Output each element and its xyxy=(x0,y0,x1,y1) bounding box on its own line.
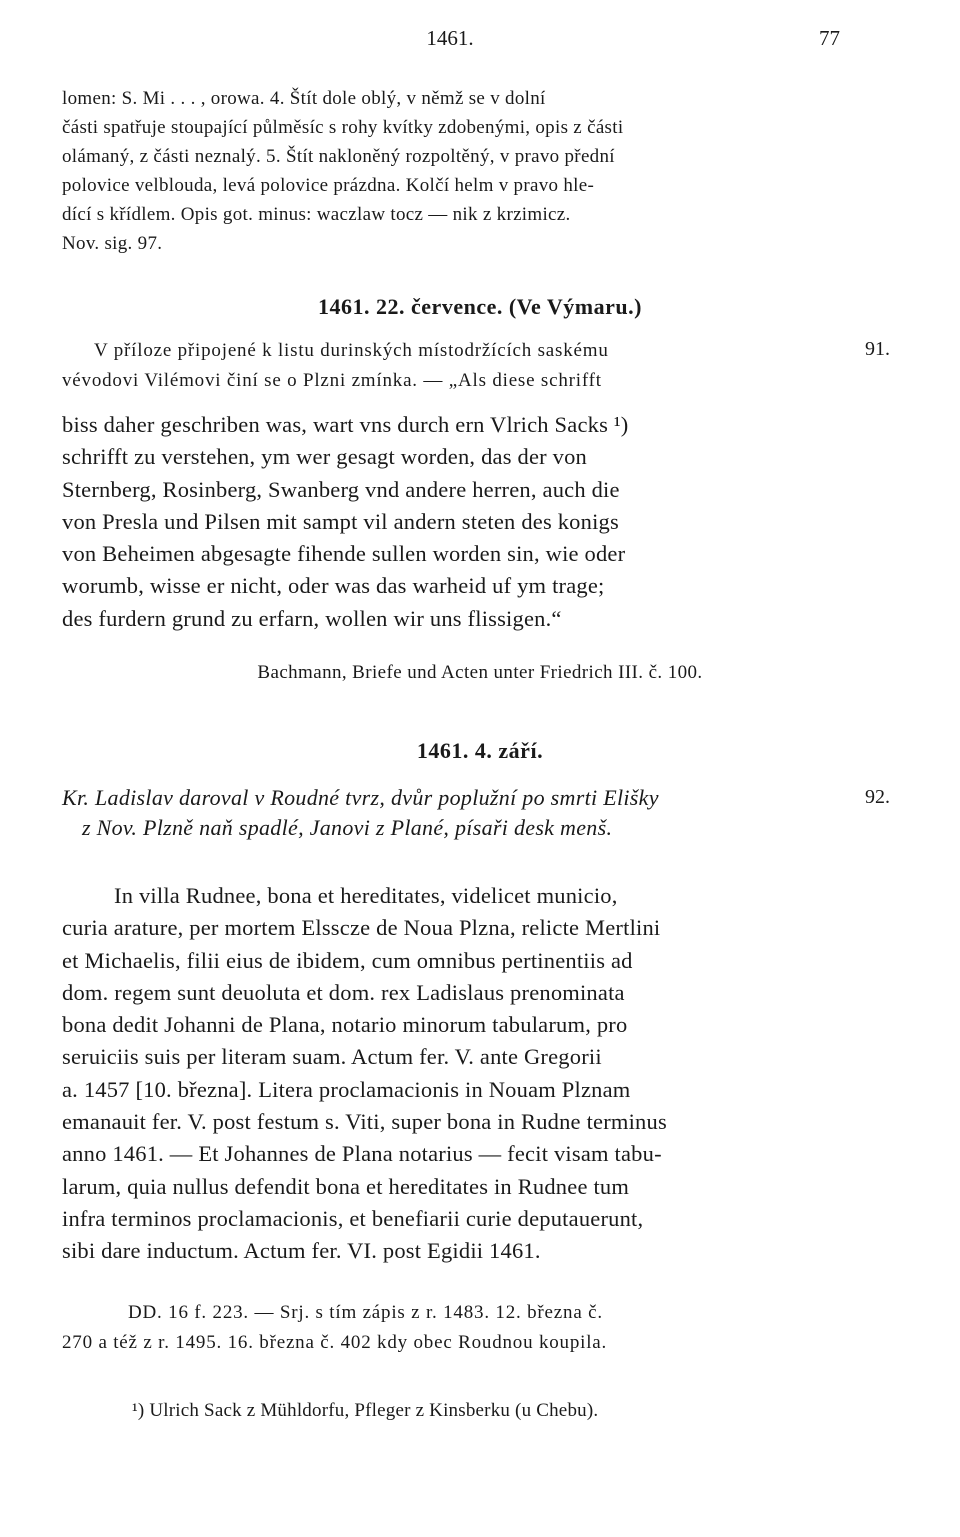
running-header xyxy=(60,26,840,56)
text-line: von Beheimen abgesagte fihende sullen worden sin, wie oder xyxy=(62,541,626,567)
entry-91-intro xyxy=(62,336,842,396)
text-line: dící s křídlem. Opis got. minus: waczlaw tocz — nik z krzimicz. xyxy=(62,204,571,225)
text-line: polovice velblouda, levá polovice prázdna. Kolčí helm v pravo hle- xyxy=(62,175,595,196)
text-line: biss daher geschriben was, wart vns durch ern Vlrich Sacks ¹) xyxy=(62,412,629,437)
text-line: bona dedit Johanni de Plana, notario minorum tabularum, pro xyxy=(62,1012,628,1038)
text-line: larum, quia nullus defendit bona et hereditates in Rudnee tum xyxy=(62,1173,630,1199)
text-line: des furdern grund zu erfarn, wollen wir uns flissigen.“ xyxy=(62,605,562,631)
entry-92-number: 92. xyxy=(865,786,890,808)
footnote: ¹) Ulrich Sack z Mühldorfu, Pfleger z Kinsberku (u Chebu). xyxy=(132,1400,599,1421)
text-line: In villa Rudnee, bona et hereditates, videlicet municio, xyxy=(114,883,618,908)
top-paragraph xyxy=(62,84,842,258)
text-line: Nov. sig. 97. xyxy=(62,233,163,254)
text-line: emanauit fer. V. post festum s. Viti, super bona in Rudne terminus xyxy=(62,1109,667,1135)
text-line: infra terminos proclamacionis, et benefiarii curie deputauerunt, xyxy=(62,1205,644,1231)
text-line: části spatřuje stoupající půlměsíc s rohy kvítky zdobenými, opis z části xyxy=(62,117,624,138)
header-year: 1461. xyxy=(426,26,474,50)
entry-92-heading: 1461. 4. září. xyxy=(416,738,544,763)
text-line: z Nov. Plzně naň spadlé, Janovi z Plané, písaři desk menš. xyxy=(82,815,613,840)
text-line: lomen: S. Mi . . . , orowa. 4. Štít dole oblý, v němž se v dolní xyxy=(62,88,546,109)
entry-91-number: 91. xyxy=(865,338,890,360)
entry-92-summary xyxy=(62,783,842,843)
entry-91-heading: 1461. 22. července. (Ve Výmaru.) xyxy=(318,294,642,319)
text-line: von Presla und Pilsen mit sampt vil andern steten des konigs xyxy=(62,508,619,534)
entry-92-note xyxy=(62,1298,842,1358)
text-line: sibi dare inductum. Actum fer. VI. post Egidii 1461. xyxy=(62,1238,541,1264)
text-line: curia arature, per mortem Elsscze de Noua Plzna, relicte Mertlini xyxy=(62,915,661,941)
text-line: et Michaelis, filii eius de ibidem, cum omnibus pertinentiis ad xyxy=(62,947,633,973)
text-line: Sternberg, Rosinberg, Swanberg vnd andere herren, auch die xyxy=(62,476,620,502)
text-line: seruiciis suis per literam suam. Actum fer. V. ante Gregorii xyxy=(62,1044,602,1070)
text-line: 270 a též z r. 1495. 16. března č. 402 kdy obec Roudnou koupila. xyxy=(62,1332,608,1353)
entry-91-source: Bachmann, Briefe und Acten unter Friedrich III. č. 100. xyxy=(257,662,703,683)
text-line: DD. 16 f. 223. — Srj. s tím zápis z r. 1483. 12. března č. xyxy=(128,1302,603,1323)
entry-92-body xyxy=(62,880,842,1268)
page-number: 77 xyxy=(819,26,840,50)
text-line: a. 1457 [10. března]. Litera proclamacionis in Nouam Plznam xyxy=(62,1076,631,1102)
text-line: worumb, wisse er nicht, oder was das warheid uf ym trage; xyxy=(62,573,605,599)
text-line: schrifft zu verstehen, ym wer gesagt worden, das der von xyxy=(62,444,587,470)
text-line: vévodovi Vilémovi činí se o Plzni zmínka. — „Als diese schrifft xyxy=(62,370,602,391)
text-line: anno 1461. — Et Johannes de Plana notarius — fecit visam tabu- xyxy=(62,1141,662,1167)
text-line: olámaný, z části neznalý. 5. Štít nakloněný rozpoltěný, v pravo přední xyxy=(62,146,615,167)
text-line: Kr. Ladislav daroval v Roudné tvrz, dvůr poplužní po smrti Elišky xyxy=(62,785,659,810)
text-line: V příloze připojené k listu durinských místodržících saskému xyxy=(94,340,609,361)
entry-91-quote xyxy=(62,409,842,635)
text-line: dom. regem sunt deuoluta et dom. rex Ladislaus prenominata xyxy=(62,979,625,1005)
